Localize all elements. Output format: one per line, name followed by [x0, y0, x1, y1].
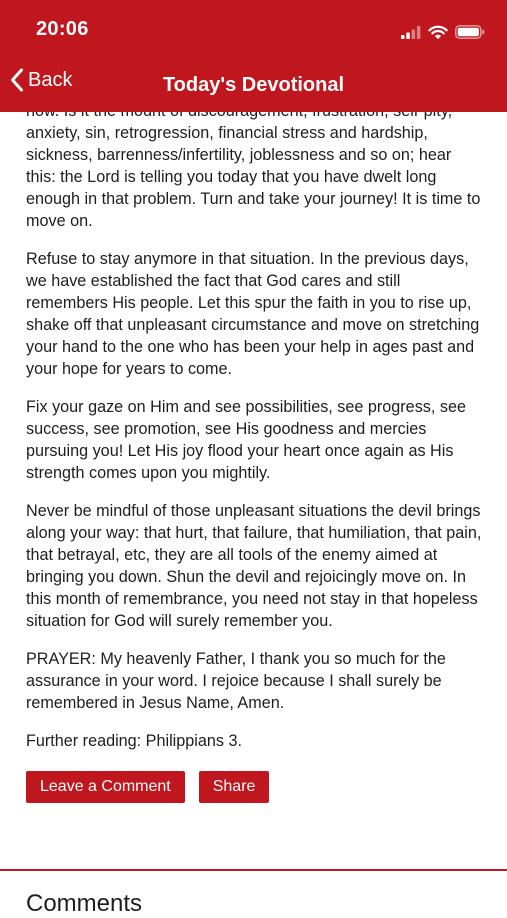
wifi-icon	[428, 25, 448, 40]
cellular-signal-icon	[401, 26, 421, 39]
article-paragraph: anxiety, sin, retrogression, financial stress and hardship, sickness, barrenness/infertility, joblessness and so on; hear this: the Lord is telling you today that you have dwelt long enough in that problem. Turn and take your journey! It is time to move on.	[26, 124, 481, 230]
article-paragraph: Fix your gaze on Him and see possibilities, see progress, see success, see promotion, see His goodness and mercies pursuing you! Let His joy flood your heart once again as His strength comes upon you mightily.	[26, 398, 466, 482]
article-paragraph: Refuse to stay anymore in that situation. In the previous days, we have established the fact that God cares and still remembers His people. Let this spur the faith in you to rise up, shake off that unpleasant circumstance and move on stretching your hand to the one who has been your help in ages past and your hope for years to come.	[26, 250, 480, 378]
section-divider	[0, 869, 507, 871]
chevron-left-icon	[10, 68, 24, 92]
prayer-paragraph: PRAYER: My heavenly Father, I thank you so much for the assurance in your word. I rejoice because I shall surely be remembered in Jesus Name, Amen.	[26, 650, 446, 712]
back-button[interactable]	[10, 68, 72, 92]
status-icons	[401, 22, 485, 42]
leave-comment-button[interactable]: Leave a Comment	[26, 771, 185, 803]
status-time: 20:06	[36, 18, 89, 40]
page-title: Today's Devotional	[162, 74, 345, 96]
article-paragraph: Never be mindful of those unpleasant situations the devil brings along your way: that hurt, that failure, that humiliation, that pain, that betrayal, etc, they are all tools of the enemy aimed at bringing you down. Shun the devil and rejoicingly move on. In this month of remembrance, you need not stay in that hopeless situation for God will surely remember you.	[26, 502, 482, 630]
devotional-article	[26, 100, 484, 803]
status-bar	[0, 0, 507, 60]
navigation-bar	[0, 62, 507, 108]
battery-icon	[455, 25, 485, 39]
comments-heading: Comments	[26, 890, 143, 917]
back-label: Back	[28, 68, 73, 91]
further-reading: Further reading: Philippians 3.	[26, 732, 242, 750]
share-button[interactable]: Share	[199, 771, 270, 803]
article-actions	[26, 771, 484, 803]
app-header	[0, 0, 507, 112]
